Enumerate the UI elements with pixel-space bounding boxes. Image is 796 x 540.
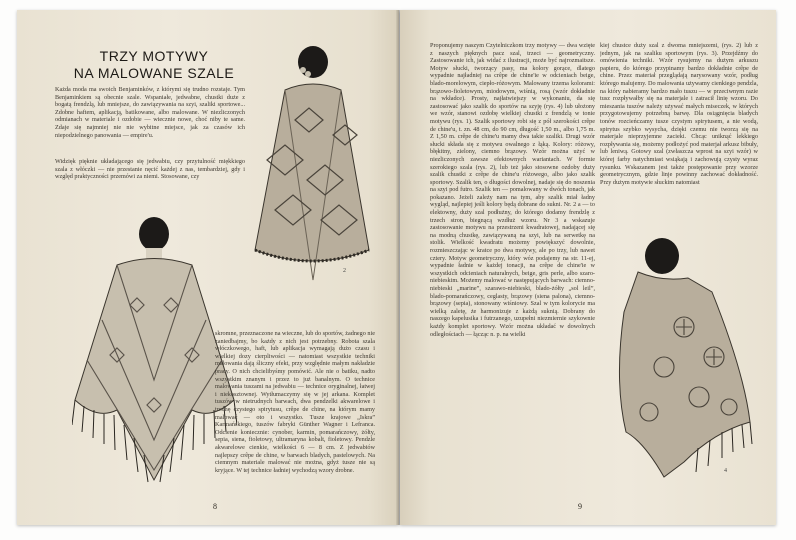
body-column-right-1: Proponujemy naszym Czytelniczkom trzy motywy — dwa wzięte z naszych pięknych pacz szal, trzeci — geometryczny. Zastosowanie ich, jak widać z ilustracji, może być najrozmaitsze. Motyw słucki, tworzący pasy, ma kolory gorące, dlatego wypadnie najładniej na crêpe de chine'ie w odcieniach beige, blado-morelowym, ciepło-różowym. Malowany trzema kolorami: brązowo-fioletowym, miodowym, wiśnią, rosą (wzór dokładnie na wkładce). Prosty, najłatwiejszy w wykonaniu, da się zastosować jako szalik do sportów na szyję (rys. 4) lub ułożony we wzór, stanowi ozdobę wielkiej chustki z frendzlą w tonie motywu (rys. 1). Szalik sportowy robi się z pół szerokości crêpe de chine'u, t. zn. 48 cm, do 90 cm, długość 1,50 m., albo 1,75 m. Z 1,50 m. crêpe de chine'u mamy dwa takie szaliki. Drugi wzór słucki składa się z motywu owalnego z łąką. Kolory: różowy, błękitny, zielony, ciemno brązowy. Wzór można użyć w niezliczonych zawsze efektownych wariantach. W formie szerokiego szala (rys. 2), lub też jako stosowne ozdoby duży szalik chustki z crêpe de chine'u różowego, albo jako szalik sportowy. Szalik ten, o długości dowolnej, nadaje się do noszenia na szyi pod futro. Szalik ten — pomalowany w dwóch tonach, jak pokazano. Jeżeli zależy nam na tym, aby szalik miał ładny wygląd, najlepiej jeśli kolory będą dobrane do sukni. Nr. 2 a — to elektowny, duży szal podłużny, do którego dodamy frendzlę z trzech stron, biegnącą wzdłuż wzoru. Nr 3 a wskazuje zastosowanie motywu na przestrzeni kwadratowej, nadającej się na modną chustkę, zawiązywaną na szyi, lub na serwetkę na stolik. Wielkość kwadratu możemy powiększyć dowolnie, rozmieszczając w kratce po dwa motywy, ale po trzy, lub nawet cztery. Motyw geometryczny, który wóz podajemy na str. 11-ej, wypadnie ładnie w każdej tonacji, na crêpe de chine'ie w wszystkich odcieniach naturalnych, beige, gris perle, albo szaro-niebieskim. Możemy malować w następujących barwach: ciemno-niebieski „marine”, szarawo-niebieski, blado-żółty „sol leil”, blado-pomarańczowy, ceglasty, brązowy (siena palona), ciemno-brązowy (sepia), stonowany wiśniowy. Szal w tym kolorycie ma wielką zaletę, że harmonizuje z każdą suknią. Dobrany do naszego kapelusika i futrzanego, uzupełni niezmiernie szykownie każdy komplet sportowy. Wzór można układać w dowolnych odległościach — łącząc n. p. na wielki [430, 42, 595, 338]
article-title [69, 48, 239, 82]
body-column-right-2: kiej chustce duży szal z dwoma mniejszemi, (rys. 2) lub z jednym, jak na szaliku sportowym (rys. 3). Przejdźmy do omówienia techniki. Wzór rysujemy na dużym arkuszu papieru, do którego przypinamy bardzo dokładnie crêpe de chine. Przez materiał przeglądają narysowany wzór, podług którego malujemy. Do malowania używamy cienkiego pendzla, na który nabieramy bardzo mało tuszu — w przeciwnym razie tusz rozpływałby się na materjale i zatracił linię wzoru. Do mieszania tuszów należy używać małych miseczek, w których przygotowujemy potrzebną barwę. Dla osiągnięcia bladych tonów rozcieńczamy tusze czystym spirytusem, a nie wodą, spirytus szybko wysycha, dzięki czemu nie tworzą się na materjale nieprzyjemne zacieki. Chcąc uniknąć lekkiego rozpływania się, możemy podłożyć pod materjał arkusz bibuły, lub leniwą. Gotowy szal (zwłaszcza wprost na szyi wzór) w której farby natychmiast wsiąkają i zachowują czysty wyraz rysunku. Wskazanem jest także postępowanie przy wzorze geometrycznym, gdzie linje powinny zachować dokładność. Przy dużym motywie słuckim natomiast [600, 42, 758, 186]
body-column-left: skromne, przeznaczone na wieczne, lub do sportów, żadnego nie zaniedbajmy, bo każdy z nich jest potrzebny. Robota szala włóczkowego, haft, lub aplikacja wymagają dużo czasu i wielkiej dozy cierpliwości — natomiast wszystkie techniki malowania dają śliczny efekt, przy względnie małym nakładzie pracy. O nich chcielibyśmy pomówić. Ale nie o batiku, nadto wszystkim znanym i przez to już banalnym. O technice malowania tuszami na jedwabiu — technice oryginalnej, łatwej i niekosztownej. Wytłumaczymy się w jej arkana. Komplet tuszów w nietrudnych barwach, dwa pendzelki akwarelowe i trochę czystego spirytusu, crêpe de chine, na którym mamy malować — oto i wszystko. Tusze krajowe „Iskra” Karmańskiego, tuszów fabryki Günther Wagner i Lefranca. Odcienie koniecznie: cynober, karmin, pomarańczowy, żółty, sepia, siena, fioletowy, ultramaryna kobalt, fioletowy. Pendzle akwarelowe cienkie, wielkości 6 — 8 cm. Z jedwabiów najlepszy crêpe de chine, w barwach bladych, pastelowych. Na ciemnym materiale malować nie można, gdyż tusze nie są kryjące. W tej technice ładniej wychodzą wzory drobne. [215, 330, 375, 474]
figure-shawl-slucki [604, 232, 754, 482]
figure-label-2: 2 [343, 268, 346, 274]
page-number-right: 9 [578, 502, 582, 511]
figure-label-4: 4 [724, 468, 727, 474]
page-number-left: 8 [213, 502, 217, 511]
intro-paragraph: Każda moda ma swoich Benjaminków, z którymi się trudno rozstaje. Tym Benjaminkiem są obecnie szale. Wspaniałe, jedwabne, chustki duże z bogatą frendzlą, lub mniejsze, do zawiązywania na szyi, szaliki sportowe... Zdobne haftem, aplikacją, batikowane, albo malowane. W niezliczonych odmianach w materiale i ozdobie — wiecznie nowe, choć niby te same. Zdaje się najmniej nie nie wybitne miejsce, jak za czasów ich niepodzielnego panowania — empire'u. [55, 86, 245, 139]
title-line-1: TRZY MOTYWY [99, 48, 209, 64]
left-page [17, 10, 399, 525]
intro-paragraph-2: Widzięk pięknie układającego się jedwabiu, czy przytulność miękkiego szala z włóczki — nie przestanie nęcić każdej z nas, tembardziej, gdy i względ praktyczności przemówi za niemi. Stosowane, czy [55, 158, 245, 181]
right-page [400, 10, 776, 525]
figure-shawl-sport [245, 40, 375, 285]
title-line-2: NA MALOWANE SZALE [73, 65, 235, 81]
figure-shawl-geometric [72, 210, 237, 485]
